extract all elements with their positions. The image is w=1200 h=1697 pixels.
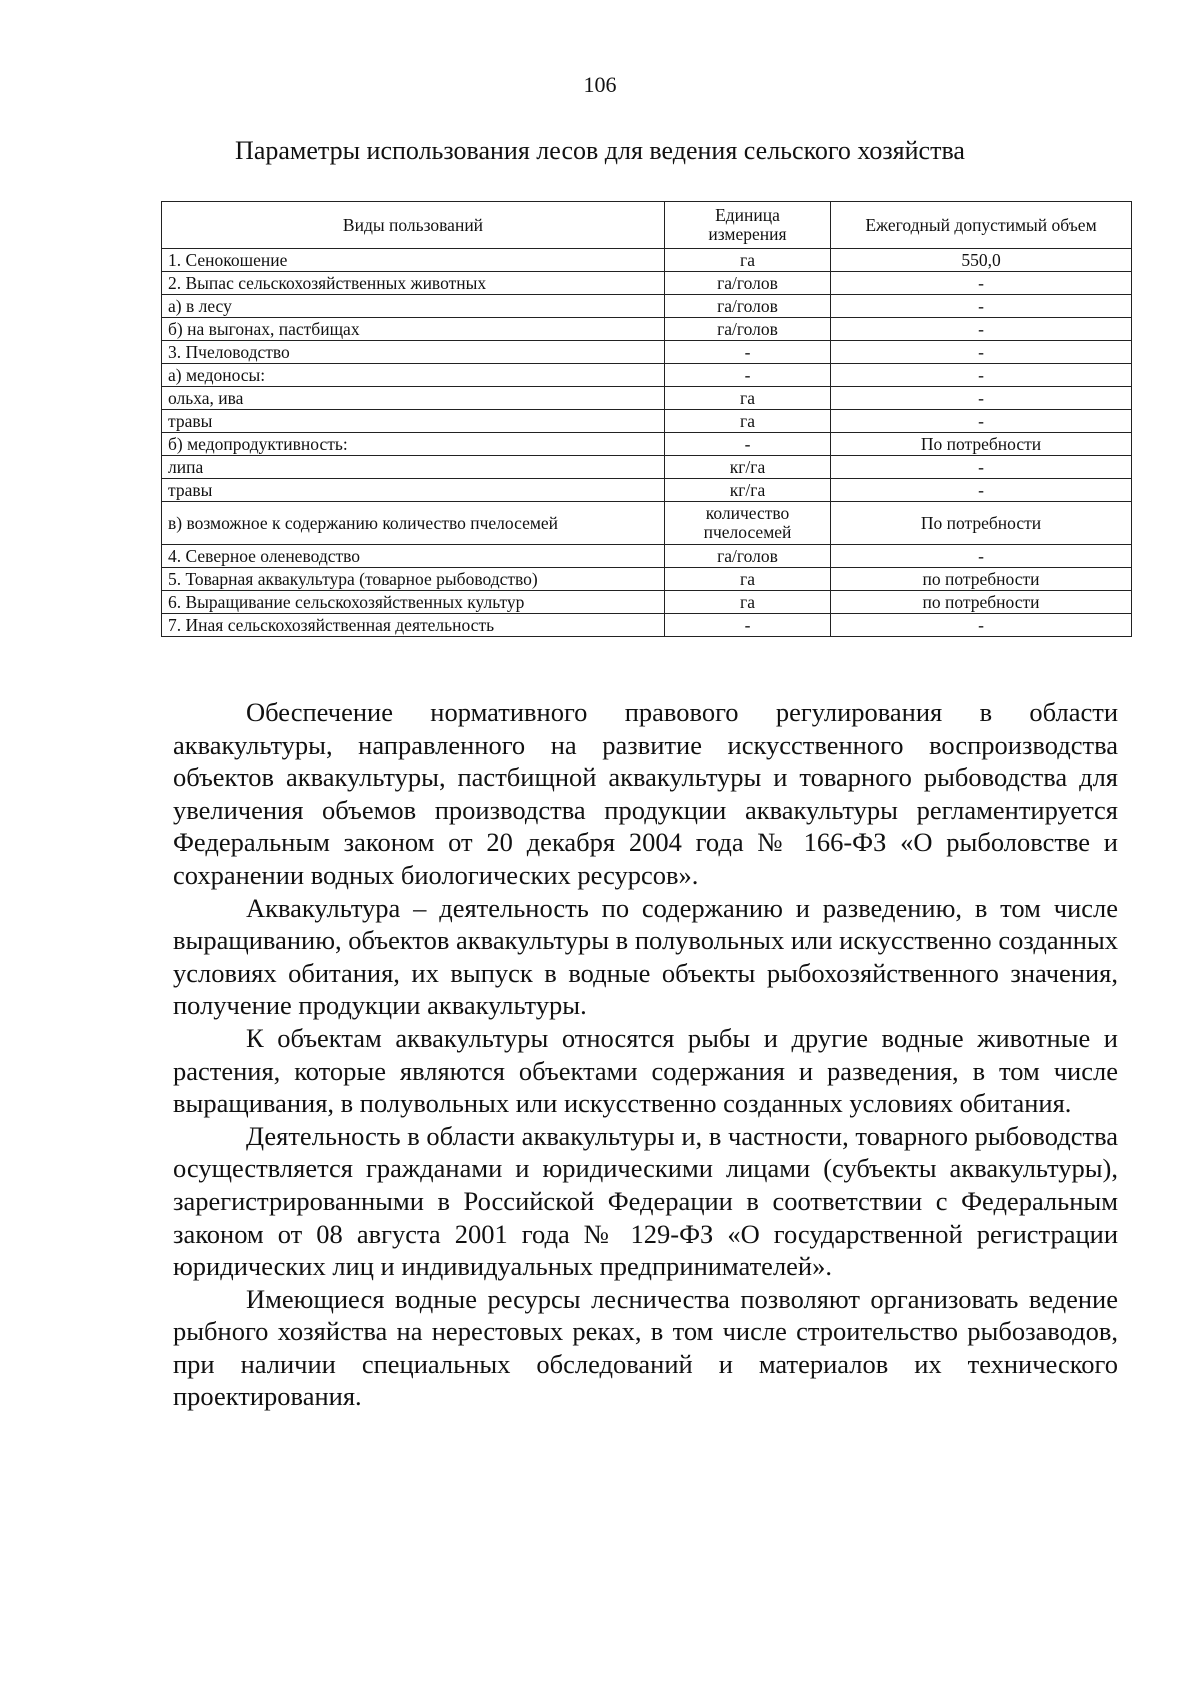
table-row bbox=[162, 545, 1132, 568]
header-unit: Единица измерения bbox=[665, 202, 831, 249]
unit-cell: га bbox=[665, 410, 831, 433]
volume-cell: - bbox=[831, 295, 1132, 318]
header-usage-type: Виды пользований bbox=[162, 202, 665, 249]
unit-cell: га/голов bbox=[665, 545, 831, 568]
volume-cell: - bbox=[831, 479, 1132, 502]
usage-type-cell: а) в лесу bbox=[162, 295, 665, 318]
header-annual-volume: Ежегодный допустимый объем bbox=[831, 202, 1132, 249]
volume-cell: - bbox=[831, 364, 1132, 387]
unit-cell: кг/га bbox=[665, 479, 831, 502]
volume-cell: - bbox=[831, 272, 1132, 295]
table-row bbox=[162, 410, 1132, 433]
paragraph-aquaculture-subjects: Деятельность в области аквакультуры и, в частности, товарного рыбоводства осуществляется гражданами и юридическими лицами (субъекты аквакультуры), зарегистрированными в Российской Федерации в соответствии с Федеральным законом от 08 августа 2001 года № 129-ФЗ «О государственной регистрации юридических лиц и индивидуальных предпринимателей». bbox=[173, 1120, 1118, 1282]
unit-cell: га/голов bbox=[665, 318, 831, 341]
usage-type-cell: липа bbox=[162, 456, 665, 479]
table-row bbox=[162, 318, 1132, 341]
unit-cell: - bbox=[665, 614, 831, 637]
usage-type-cell: 2. Выпас сельскохозяйственных животных bbox=[162, 272, 665, 295]
usage-type-cell: 1. Сенокошение bbox=[162, 249, 665, 272]
table-row bbox=[162, 591, 1132, 614]
table-header-row bbox=[162, 202, 1132, 249]
usage-type-cell: 6. Выращивание сельскохозяйственных культур bbox=[162, 591, 665, 614]
unit-cell: количество пчелосемей bbox=[665, 502, 831, 545]
volume-cell: - bbox=[831, 456, 1132, 479]
table-row bbox=[162, 614, 1132, 637]
paragraph-aquaculture-definition: Аквакультура – деятельность по содержанию и разведению, в том числе выращиванию, объектов аквакультуры в полувольных или искусственно созданных условиях обитания, их выпуск в водные объекты рыбохозяйственного значения, получение продукции аквакультуры. bbox=[173, 892, 1118, 1021]
usage-type-cell: б) на выгонах, пастбищах bbox=[162, 318, 665, 341]
table-row bbox=[162, 272, 1132, 295]
table-row bbox=[162, 456, 1132, 479]
paragraph-aquaculture-regulation: Обеспечение нормативного правового регулирования в области аквакультуры, направленного на развитие искусственного воспроизводства объектов аквакультуры, пастбищной аквакультуры и товарного рыбоводства для увеличения объемов производства продукции аквакультуры регламентируется Федеральным законом от 20 декабря 2004 года № 166-ФЗ «О рыболовстве и сохранении водных биологических ресурсов». bbox=[173, 697, 1118, 890]
table-row bbox=[162, 433, 1132, 456]
volume-cell: по потребности bbox=[831, 568, 1132, 591]
table-row bbox=[162, 364, 1132, 387]
volume-cell: По потребности bbox=[831, 433, 1132, 456]
usage-type-cell: травы bbox=[162, 479, 665, 502]
volume-cell: 550,0 bbox=[831, 249, 1132, 272]
volume-cell: - bbox=[831, 387, 1132, 410]
paragraph-aquaculture-objects: К объектам аквакультуры относятся рыбы и другие водные животные и растения, которые являются объектами содержания и разведения, в том числе выращивания, в полувольных или искусственно созданных условиях обитания. bbox=[173, 1022, 1118, 1119]
table-row bbox=[162, 295, 1132, 318]
unit-cell: га bbox=[665, 568, 831, 591]
table-row bbox=[162, 249, 1132, 272]
volume-cell: - bbox=[831, 341, 1132, 364]
usage-type-cell: а) медоносы: bbox=[162, 364, 665, 387]
usage-type-cell: в) возможное к содержанию количество пчелосемей bbox=[162, 502, 665, 545]
table-body bbox=[162, 249, 1132, 637]
usage-type-cell: б) медопродуктивность: bbox=[162, 433, 665, 456]
usage-type-cell: 3. Пчеловодство bbox=[162, 341, 665, 364]
body-text bbox=[173, 696, 1118, 1413]
unit-cell: - bbox=[665, 364, 831, 387]
table-row bbox=[162, 387, 1132, 410]
table-header bbox=[162, 202, 1132, 249]
unit-cell: - bbox=[665, 433, 831, 456]
table-row bbox=[162, 479, 1132, 502]
table-row bbox=[162, 341, 1132, 364]
paragraph-water-resources: Имеющиеся водные ресурсы лесничества позволяют организовать ведение рыбного хозяйства на нерестовых реках, в том числе строительство рыбозаводов, при наличии специальных обследований и материалов их технического проектирования. bbox=[173, 1283, 1118, 1412]
unit-cell: кг/га bbox=[665, 456, 831, 479]
volume-cell: По потребности bbox=[831, 502, 1132, 545]
unit-cell: га bbox=[665, 387, 831, 410]
table-row bbox=[162, 502, 1132, 545]
unit-cell: га/голов bbox=[665, 295, 831, 318]
usage-type-cell: ольха, ива bbox=[162, 387, 665, 410]
usage-type-cell: 5. Товарная аквакультура (товарное рыбоводство) bbox=[162, 568, 665, 591]
page-number: 106 bbox=[583, 72, 617, 97]
volume-cell: по потребности bbox=[831, 591, 1132, 614]
table-row bbox=[162, 568, 1132, 591]
volume-cell: - bbox=[831, 614, 1132, 637]
volume-cell: - bbox=[831, 318, 1132, 341]
unit-cell: га bbox=[665, 591, 831, 614]
unit-cell: - bbox=[665, 341, 831, 364]
table-title: Параметры использования лесов для ведения сельского хозяйства bbox=[235, 136, 965, 165]
unit-cell: га bbox=[665, 249, 831, 272]
volume-cell: - bbox=[831, 545, 1132, 568]
usage-type-cell: 7. Иная сельскохозяйственная деятельность bbox=[162, 614, 665, 637]
usage-type-cell: 4. Северное оленеводство bbox=[162, 545, 665, 568]
unit-cell: га/голов bbox=[665, 272, 831, 295]
usage-type-cell: травы bbox=[162, 410, 665, 433]
forest-use-parameters-table bbox=[161, 201, 1132, 637]
volume-cell: - bbox=[831, 410, 1132, 433]
